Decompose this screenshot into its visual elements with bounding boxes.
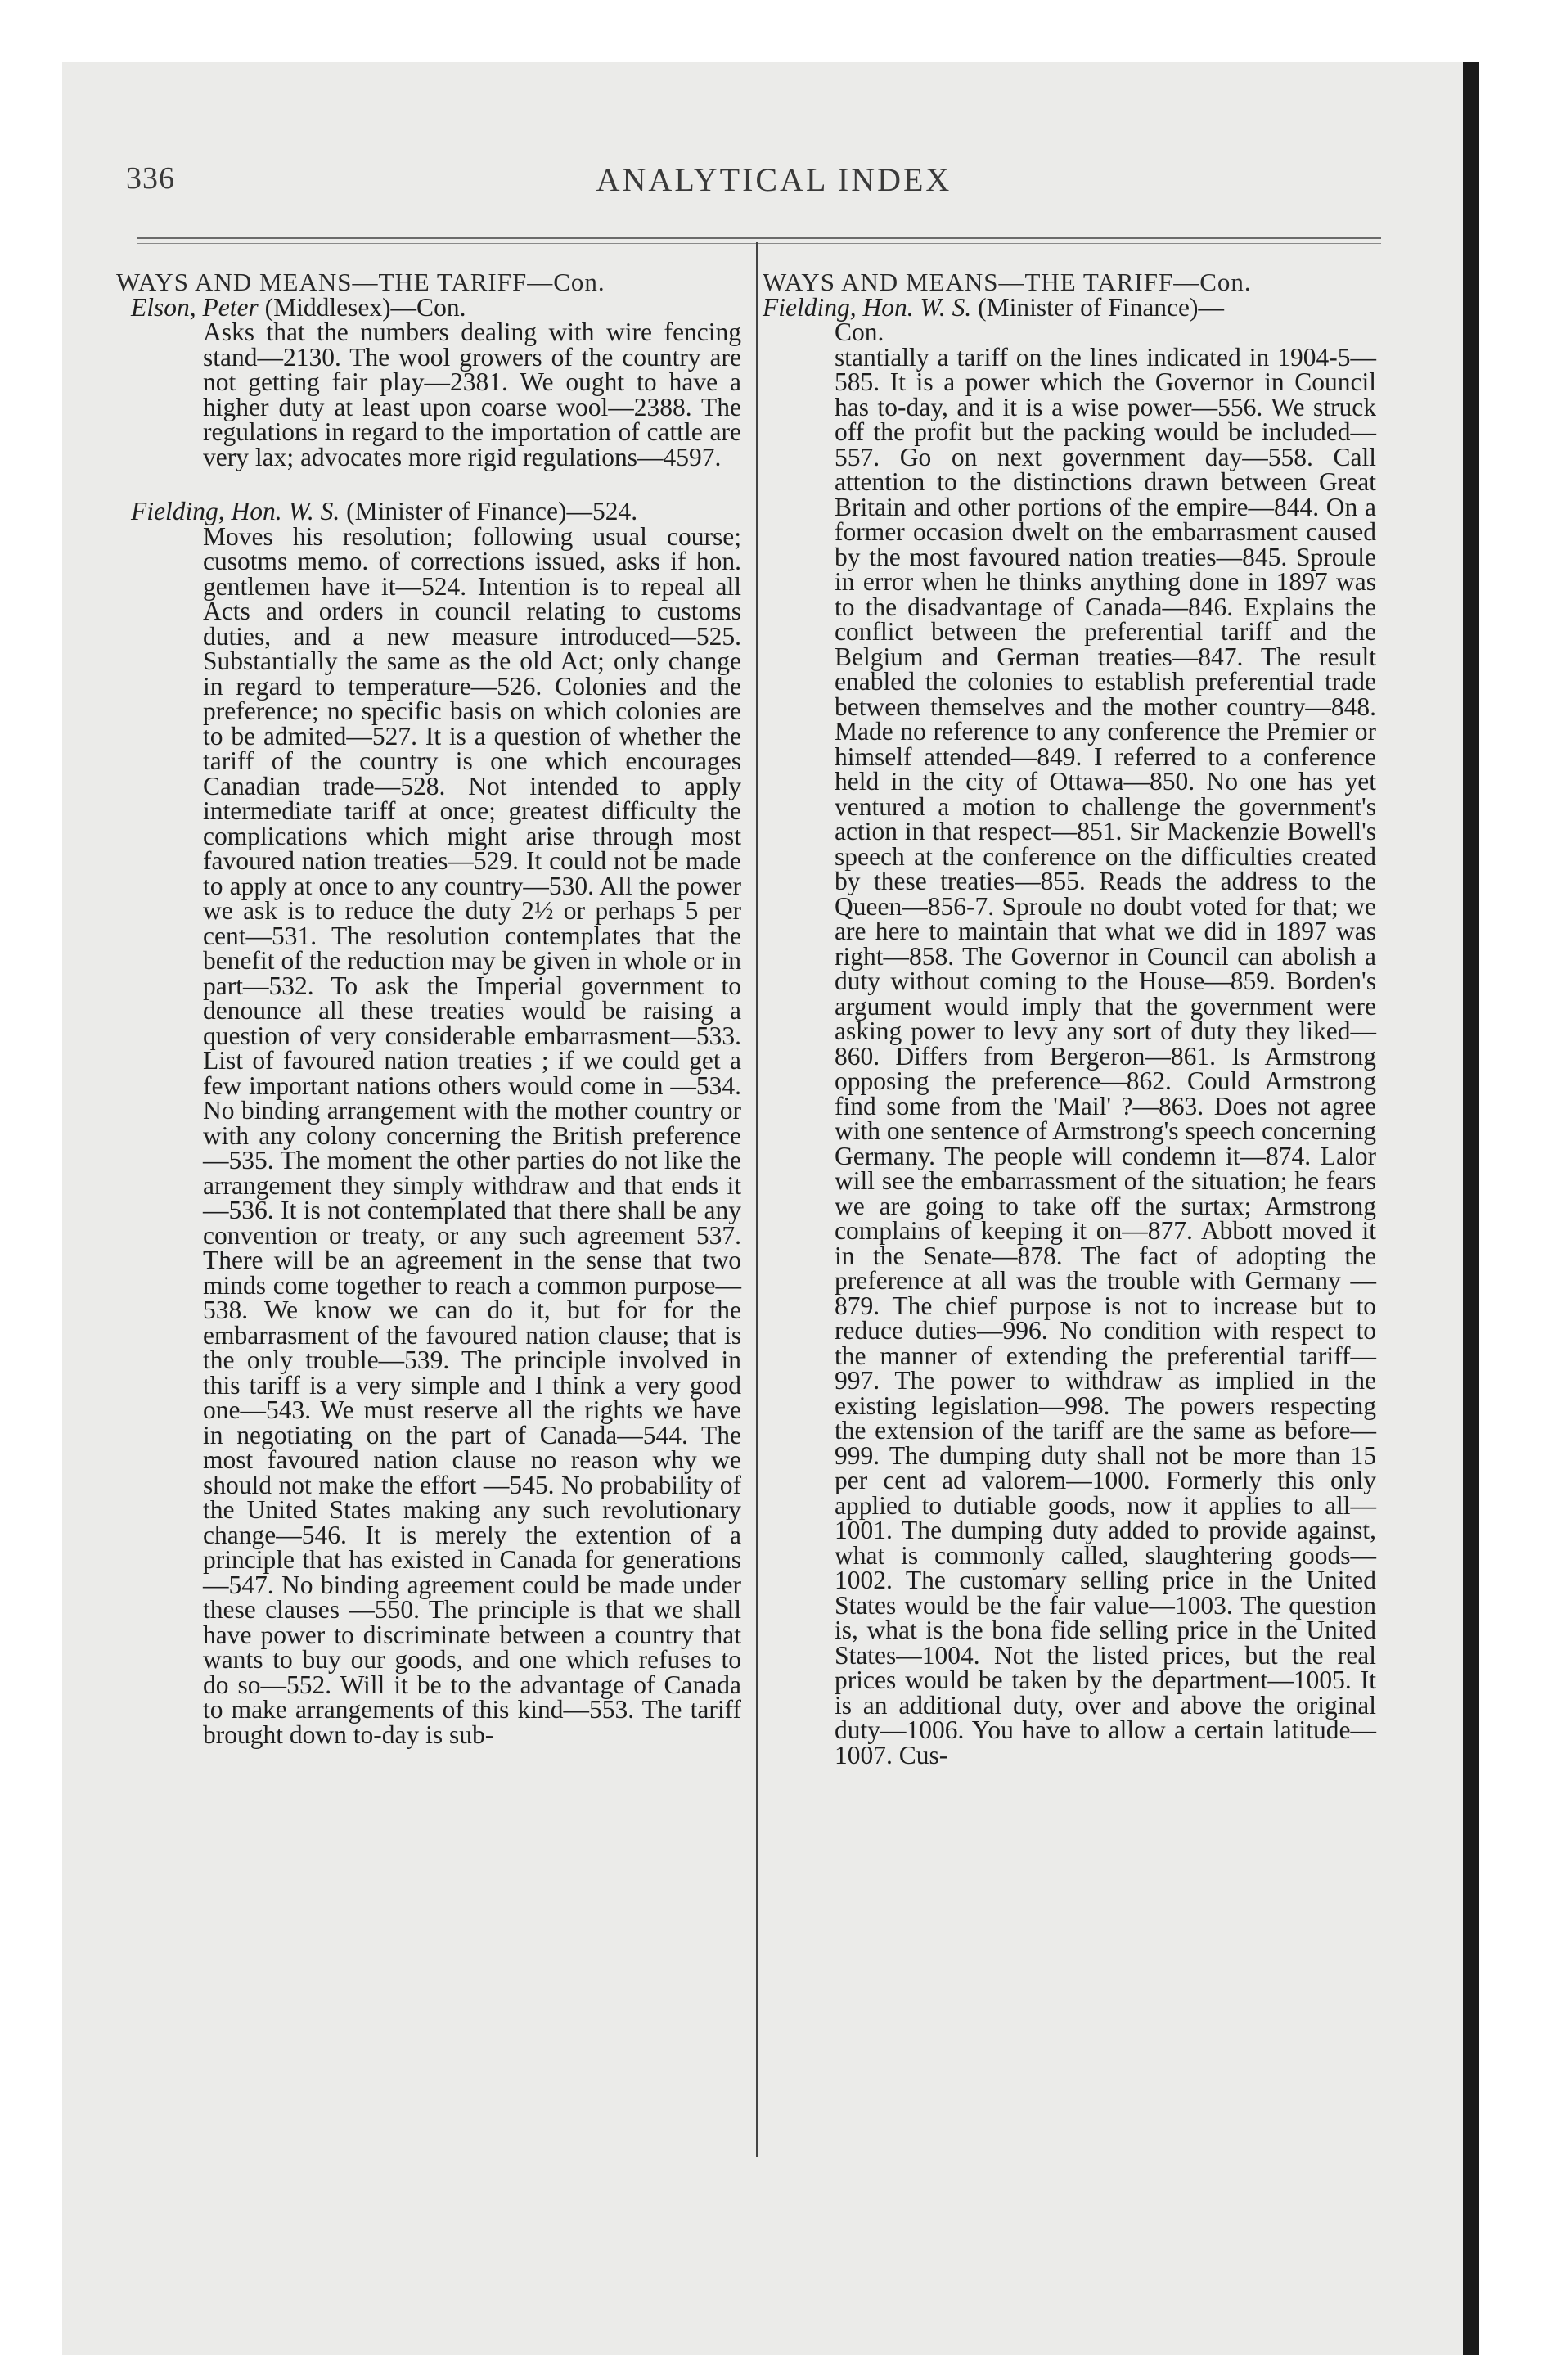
index-entry-text: stantially a tariff on the lines indicated in 1904-5—585. It is a power which the Governor in Council has to-day, and it is a wise power—556. We struck off the profit but the packing would be included—557. Go on next government day—558. Call attention to the distinctions drawn between Great Britain and other portions of the empire—844. On a former occasion dwelt on the embarrasment caused by the most favoured nation treaties—845. Sproule in error when he thinks anything done in 1897 was to the disadvantage of Canada—846. Explains the conflict between the preferential tariff and the Belgium and German treaties—847. The result enabled the colonies to establish preferential trade between themselves and the mother country—848. Made no reference to any conference the Premier or himself attended—849. I referred to a conference held in the city of Ottawa—850. No one has yet ventured a motion to challenge the government's action in that respect—851. Sir Mackenzie Bowell's speech at the conference on the difficulties created by these treaties—855. Reads the address to the Queen—856-7. Sproule no doubt voted for that; we are here to maintain that what we did in 1897 was right—858. The Governor in Council can abolish a duty without coming to the House—859. Borden's argument would imply that the government were asking power to levy any sort of duty they liked—860. Differs from Bergeron—861. Is Armstrong opposing the preference—862. Could Armstrong find some from the 'Mail' ?—863. Does not agree with one sentence of Armstrong's speech concerning Germany. The people will condemn it—874. Lalor will see the embarrassment of the situation; he fears we are going to take off the surtax; Armstrong complains of keeping it on—877. Abbott moved it in the Senate—878. The fact of adopting the preference at all was the trouble with Germany —879. The chief purpose is not to increase but to reduce duties—996. No condition with respect to the manner of extending the preferential tariff—997. The power to withdraw as implied in the existing legislation—998. The powers respecting the extension of the tariff are the same as before—999. The dumping duty shall not be more than 15 per cent ad valorem—1000. Formerly this only applied to dutiable goods, now it applies to all—1001. The dumping duty added to provide against, what is commonly called, slaughtering goods—1002. The customary selling price in the United States would be the fair value—1003. The question is, what is the bona fide selling price in the United States—1004. Not the listed prices, but the real prices would be taken by the department—1005. It is an additional duty, over and above the original duty—1006. You have to allow a certain latitude—1007. Cus- xyxy=(835,342,1376,1769)
entry-name: Elson, Peter xyxy=(131,292,259,322)
column-divider xyxy=(756,242,758,2157)
entry-detail: (Middlesex)—Con. xyxy=(264,292,466,322)
right-column xyxy=(763,270,1376,1768)
left-column-heading: WAYS AND MEANS—THE TARIFF—Con. xyxy=(116,268,605,296)
index-entry-heading xyxy=(131,497,741,525)
entry-name: Fielding, Hon. W. S. xyxy=(131,497,340,525)
page-edge-shadow xyxy=(1463,62,1479,2355)
header-rule-inner xyxy=(137,243,1381,244)
entry-detail-continued: Con. xyxy=(835,318,884,346)
entry-name: Fielding, Hon. W. S. xyxy=(763,292,972,322)
header-rule xyxy=(137,237,1381,239)
page-number: 336 xyxy=(126,161,175,196)
running-head: ANALYTICAL INDEX xyxy=(596,161,952,198)
right-column-heading: WAYS AND MEANS—THE TARIFF—Con. xyxy=(763,268,1252,296)
index-entry-text: Asks that the numbers dealing with wire fencing stand—2130. The wool growers of the country are not getting fair play—2381. We ought to have a higher duty at least upon coarse wool—2388. The regulations in regard to the importation of cattle are very lax; advocates more rigid regulations—4597. xyxy=(203,318,741,471)
entry-detail: (Minister of Finance)— xyxy=(978,292,1225,322)
index-entry-heading xyxy=(763,292,1376,346)
entry-detail: (Minister of Finance)—524. xyxy=(346,497,638,525)
index-entry-text: Moves his resolution; following usual course; cusotms memo. of corrections issued, asks if hon. gentlemen have it—524. Intention is to repeal all Acts and orders in council relating to customs duties, and a new measure introduced—525. Substantially the same as the old Act; only change in regard to temperature—526. Colonies and the preference; no specific basis on which colonies are to be admited—527. It is a question of whether the tariff of the country is one which encourages Canadian trade—528. Not intended to apply intermediate tariff at once; greatest difficulty the complications which might arise through most favoured nation treaties—529. It could not be made to apply at once to any country—530. All the power we ask is to reduce the duty 2½ or perhaps 5 per cent—531. The resolution contemplates that the benefit of the reduction may be given in whole or in part—532. To ask the Imperial government to denounce all these treaties would be raising a question of very considerable embarrasment—533. List of favoured nation treaties ; if we could get a few important nations others would come in —534. No binding arrangement with the mother country or with any colony concerning the British preference—535. The moment the other parties do not like the arrangement they simply withdraw and that ends it—536. It is not contemplated that there shall be any convention or treaty, or any such agreement 537. There will be an agreement in the sense that two minds come together to reach a common purpose—538. We know we can do it, but for for the embarrasment of the favoured nation clause; that is the only trouble—539. The principle involved in this tariff is a very simple and I think a very good one—543. We must reserve all the rights we have in negotiating on the part of Canada—544. The most favoured nation clause no reason why we should not make the effort —545. No probability of the United States making any such revolutionary change—546. It is merely the extention of a principle that has existed in Canada for generations—547. No binding agreement could be made under these clauses —550. The principle is that we shall have power to discriminate between a country that wants to buy our goods, and one which refuses to do so—552. Will it be to the advantage of Canada to make arrangements of this kind—553. The tariff brought down to-day is sub- xyxy=(203,521,741,1749)
entry-spacer xyxy=(182,470,741,499)
left-column xyxy=(116,268,741,1749)
index-entry-heading xyxy=(131,292,741,322)
